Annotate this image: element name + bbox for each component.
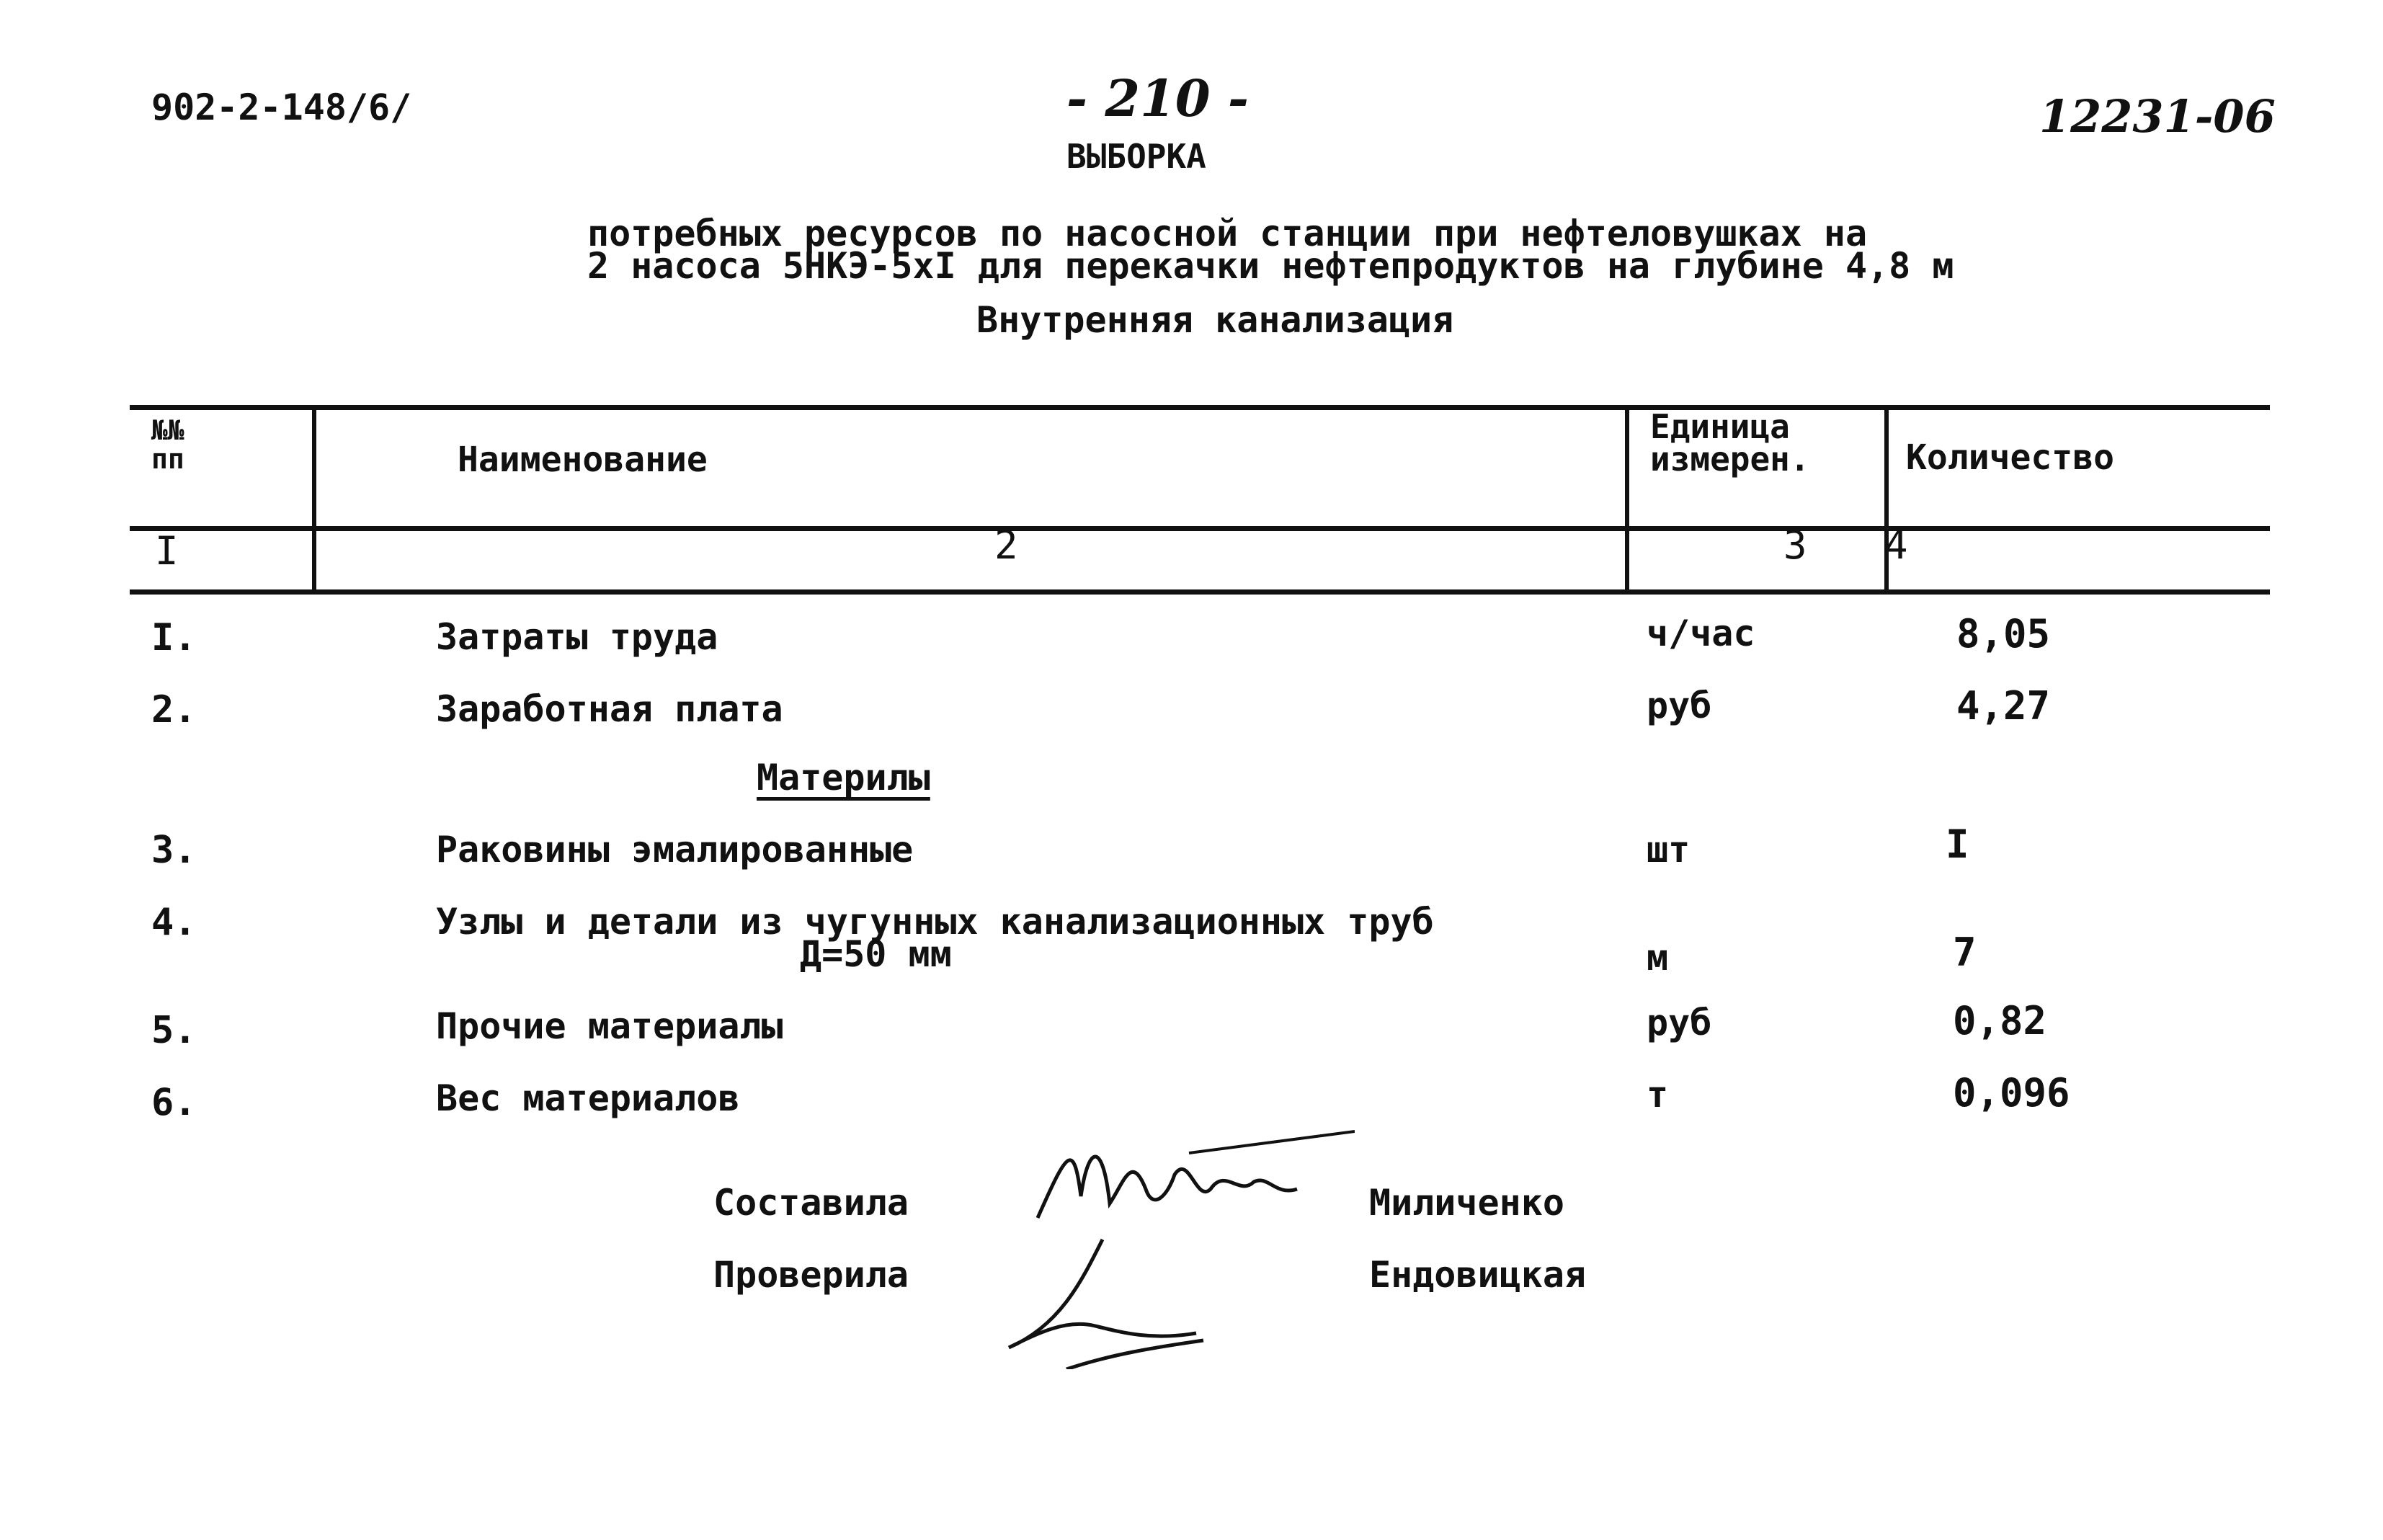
title-line-1: потребных ресурсов по насосной станции при нефтеловушках на — [587, 213, 1868, 254]
checked-name: Ендовицкая — [1369, 1254, 1587, 1296]
row-5-qty: 0,82 — [1953, 998, 2047, 1043]
archive-number: 12231-06 — [2039, 90, 2276, 143]
header-name: Наименование — [458, 440, 708, 480]
row-3-name: Раковины эмалированные — [436, 829, 914, 871]
row-4-name-detail: Д=50 мм — [800, 933, 952, 975]
row-4-num: 4. — [151, 901, 197, 944]
row-2-name: Заработная плата — [436, 688, 783, 730]
row-1-qty: 8,05 — [1956, 611, 2051, 656]
signature-checked-icon — [994, 1225, 1225, 1369]
row-3-qty: I — [1946, 822, 1969, 867]
header-num-2: пп — [151, 443, 184, 475]
row-4-name: Узлы и детали из чугунных канализационных труб — [436, 901, 1434, 943]
row-1-name: Затраты труда — [436, 616, 718, 658]
row-4-qty: 7 — [1953, 930, 1977, 975]
document-title: ВЫБОРКА — [1066, 137, 1206, 176]
table-top-rule — [130, 405, 2270, 410]
row-4-unit: м — [1647, 937, 1669, 979]
col-number-4: 4 — [1884, 522, 1908, 568]
header-num: №№ — [151, 414, 184, 446]
row-1-unit: ч/час — [1647, 613, 1755, 654]
row-6-unit: т — [1647, 1074, 1669, 1116]
table-divider-2 — [1625, 405, 1629, 595]
title-line-2: 2 насоса 5НКЭ-5хI для перекачки нефтепродуктов на глубине 4,8 м — [587, 245, 1954, 287]
col-number-3: 3 — [1783, 522, 1807, 568]
compiled-label: Составила — [713, 1182, 909, 1224]
row-2-num: 2. — [151, 688, 197, 731]
row-3-num: 3. — [151, 829, 197, 872]
row-5-num: 5. — [151, 1009, 197, 1052]
checked-label: Проверила — [713, 1254, 909, 1296]
col-number-1: I — [155, 528, 179, 574]
row-2-unit: руб — [1647, 685, 1712, 726]
table-colnum-rule — [130, 589, 2270, 595]
table-header-rule — [130, 526, 2270, 531]
row-5-unit: руб — [1647, 1002, 1712, 1043]
row-6-num: 6. — [151, 1081, 197, 1124]
subtitle: Внутренняя канализация — [976, 299, 1454, 341]
table-divider-1 — [312, 405, 316, 595]
row-3-unit: шт — [1647, 829, 1691, 871]
row-2-qty: 4,27 — [1956, 683, 2051, 729]
doc-code: 902-2-148/6/ — [151, 86, 412, 128]
page-number: - 210 - — [1066, 68, 1249, 128]
row-6-qty: 0,096 — [1953, 1070, 2070, 1116]
col-number-2: 2 — [994, 522, 1018, 568]
header-qty: Количество — [1906, 437, 2114, 478]
header-unit-1: Единица — [1650, 407, 1790, 446]
row-1-num: I. — [151, 616, 197, 659]
header-unit-2: измерен. — [1650, 440, 1810, 479]
row-6-name: Вес материалов — [436, 1077, 740, 1119]
compiled-name: Миличенко — [1369, 1182, 1564, 1224]
section-label-materials: Материлы — [757, 757, 930, 798]
row-5-name: Прочие материалы — [436, 1005, 783, 1047]
